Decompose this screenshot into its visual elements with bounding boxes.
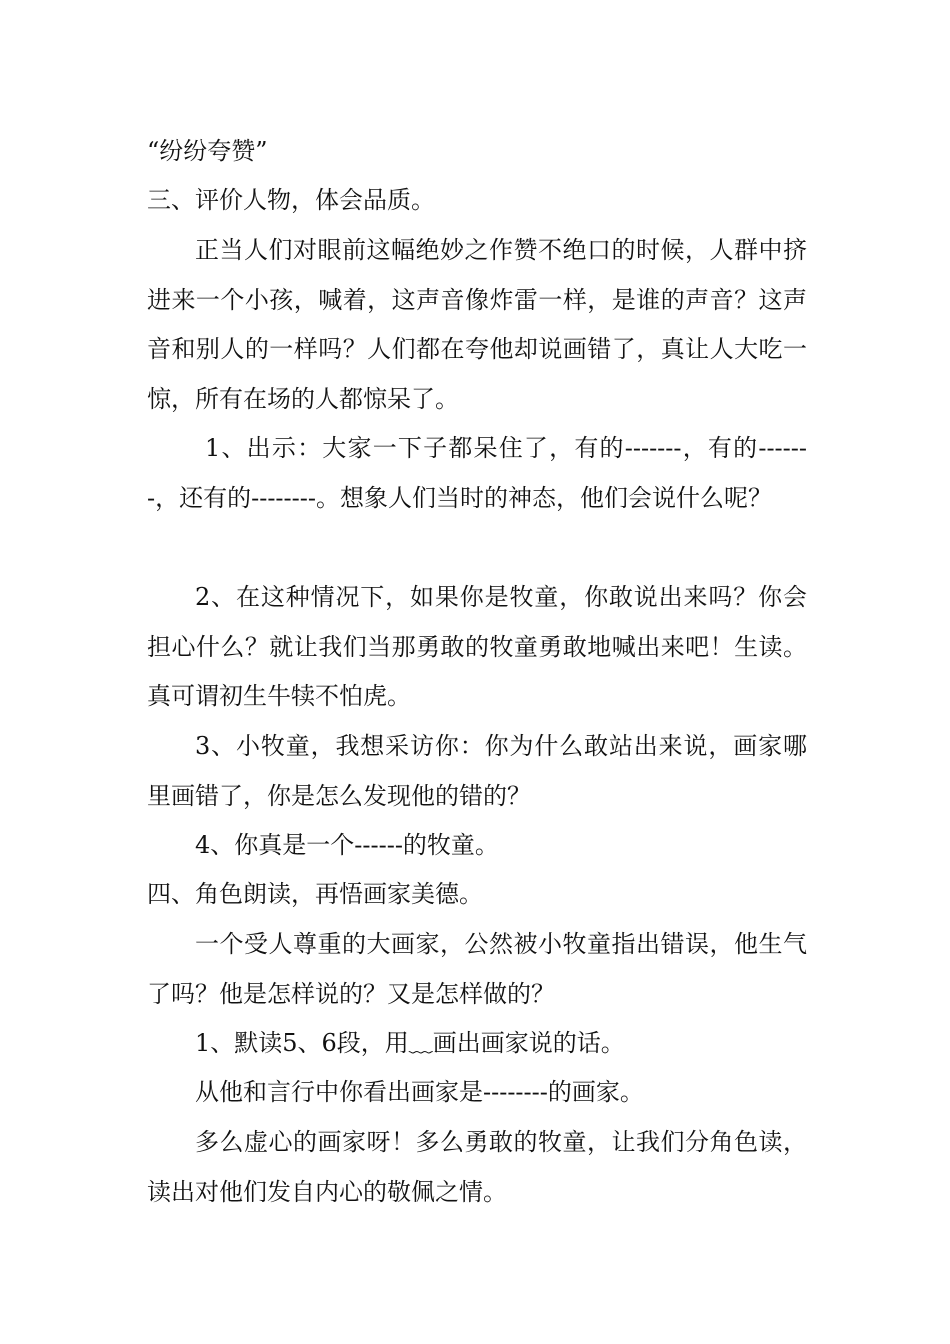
painter-trait-fill: 从他和言行中你看出画家是--------的画家。 bbox=[195, 1078, 644, 1106]
item-3-interview: 3、小牧童，我想采访你：你为什么敢站出来说，画家哪里画错了，你是怎么发现他的错的？ bbox=[147, 732, 807, 810]
item-4-fill: 4、你真是一个------的牧童。 bbox=[195, 831, 499, 859]
paragraph-painter: 一个受人尊重的大画家，公然被小牧童指出错误，他生气了吗？他是怎样说的？又是怎样做的？ bbox=[147, 930, 807, 1008]
section-heading-4: 四、角色朗读，再悟画家美德。 bbox=[147, 880, 483, 908]
quote-line: “纷纷夸赞” bbox=[147, 137, 268, 165]
item-1-silent-read: 1、默读5、6段，用﹏画出画家说的话。 bbox=[195, 1029, 625, 1057]
paragraph-scene: 正当人们对眼前这幅绝妙之作赞不绝口的时候，人群中挤进来一个小孩，喊着，这声音像炸雷一样，是谁的声音？这声音和别人的一样吗？人们都在夸他却说画错了，真让人大吃一惊，所有在场的人都惊呆了。 bbox=[147, 236, 807, 413]
item-1-show: 1、出示：大家一下子都呆住了，有的-------，有的-------，还有的--------。想象人们当时的神态，他们会说什么呢？ bbox=[147, 434, 807, 512]
section-heading-3: 三、评价人物，体会品质。 bbox=[147, 186, 435, 214]
paragraph-role-reading: 多么虚心的画家呀！多么勇敢的牧童，让我们分角色读，读出对他们发自内心的敬佩之情。 bbox=[147, 1128, 807, 1206]
item-2-situation: 2、在这种情况下，如果你是牧童，你敢说出来吗？你会担心什么？就让我们当那勇敢的牧童勇敢地喊出来吧！生读。真可谓初生牛犊不怕虎。 bbox=[147, 583, 807, 710]
